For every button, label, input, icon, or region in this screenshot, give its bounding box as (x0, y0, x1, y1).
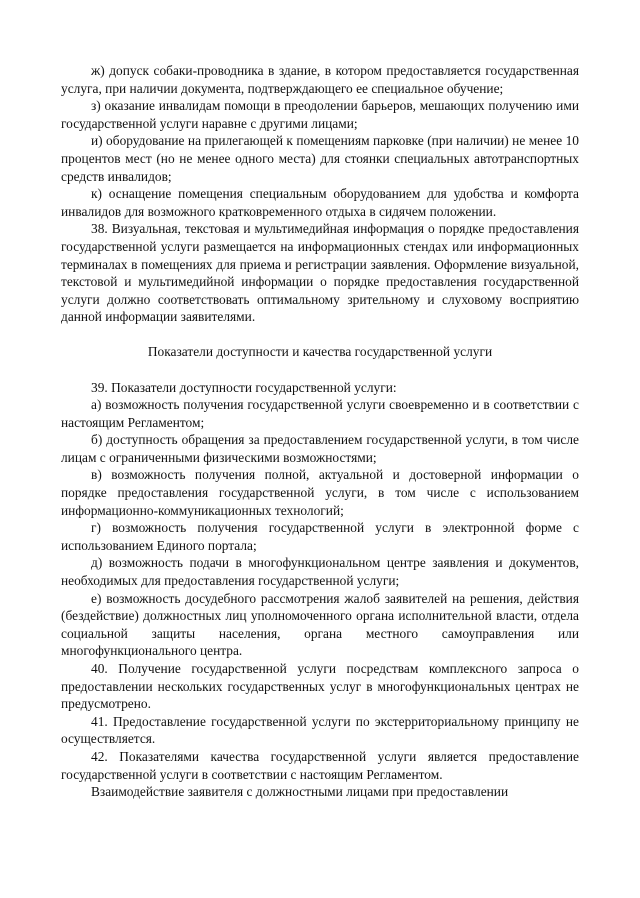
paragraph-item-d: д) возможность подачи в многофункциональном центре заявления и документов, необходимых для предоставления государственной услуги; (61, 555, 579, 589)
paragraph-interaction-start: Взаимодействие заявителя с должностными лицами при предоставлении (91, 784, 509, 800)
paragraph-item-i: и) оборудование на прилегающей к помещениям парковке (при наличии) не менее 10 процентов мест (но не менее одного места) для стоянки специальных автотранспортных средств инвалидов; (61, 133, 579, 184)
paragraph-38: 38. Визуальная, текстовая и мультимедийная информация о порядке предоставления государственной услуги размещается на информационных стендах или информационных терминалах в помещениях для приема и регистрации заявления. Оформление визуальной, текстовой и мультимедийной информации о порядке предоставления государственной услуги должно соответствовать оптимальному зрительному и слуховому восприятию данной информации заявителями. (61, 221, 579, 325)
paragraph-item-b: б) доступность обращения за предоставлением государственной услуги, в том числе лицам с ограниченными физическими возможностями; (61, 432, 579, 465)
paragraph-40: 40. Получение государственной услуги посредствам комплексного запроса о предоставлении нескольких государственных услуг в многофункциональных центрах не предусмотрено. (61, 661, 579, 712)
section-heading: Показатели доступности и качества государственной услуги (147, 343, 493, 359)
paragraph-item-k: к) оснащение помещения специальным оборудованием для удобства и комфорта инвалидов для возможного кратковременного отдыха в сидячем положении. (61, 186, 579, 219)
paragraph-39: 39. Показатели доступности государственной услуги: (91, 379, 397, 395)
paragraph-item-v: в) возможность получения полной, актуальной и достоверной информации о порядке предоставления государственной услуги, в том числе с использованием информационно-коммуникационных технологий; (61, 467, 579, 518)
paragraph-41: 41. Предоставление государственной услуги по экстерриториальному принципу не осуществляется. (61, 713, 579, 747)
document-page (61, 62, 579, 801)
paragraph-item-z: з) оказание инвалидам помощи в преодолении барьеров, мешающих получению ими государственной услуги наравне с другими лицами; (61, 98, 579, 131)
paragraph-42: 42. Показателями качества государственной услуги является предоставление государственной услуги в соответствии с настоящим Регламентом. (61, 748, 579, 782)
paragraph-item-g: г) возможность получения государственной услуги в электронной форме с использованием Единого портала; (61, 520, 579, 553)
paragraph-item-a: а) возможность получения государственной услуги своевременно и в соответствии с настоящим Регламентом; (61, 397, 579, 430)
paragraph-item-zh: ж) допуск собаки-проводника в здание, в котором предоставляется государственная услуга, при наличии документа, подтверждающего ее специальное обучение; (61, 63, 579, 96)
paragraph-item-e: е) возможность досудебного рассмотрения жалоб заявителей на решения, действия (бездействие) должностных лиц уполномоченного органа исполнительной власти, отдела социальной защиты населения, органа местного самоуправления или многофункционального центра. (61, 590, 579, 659)
